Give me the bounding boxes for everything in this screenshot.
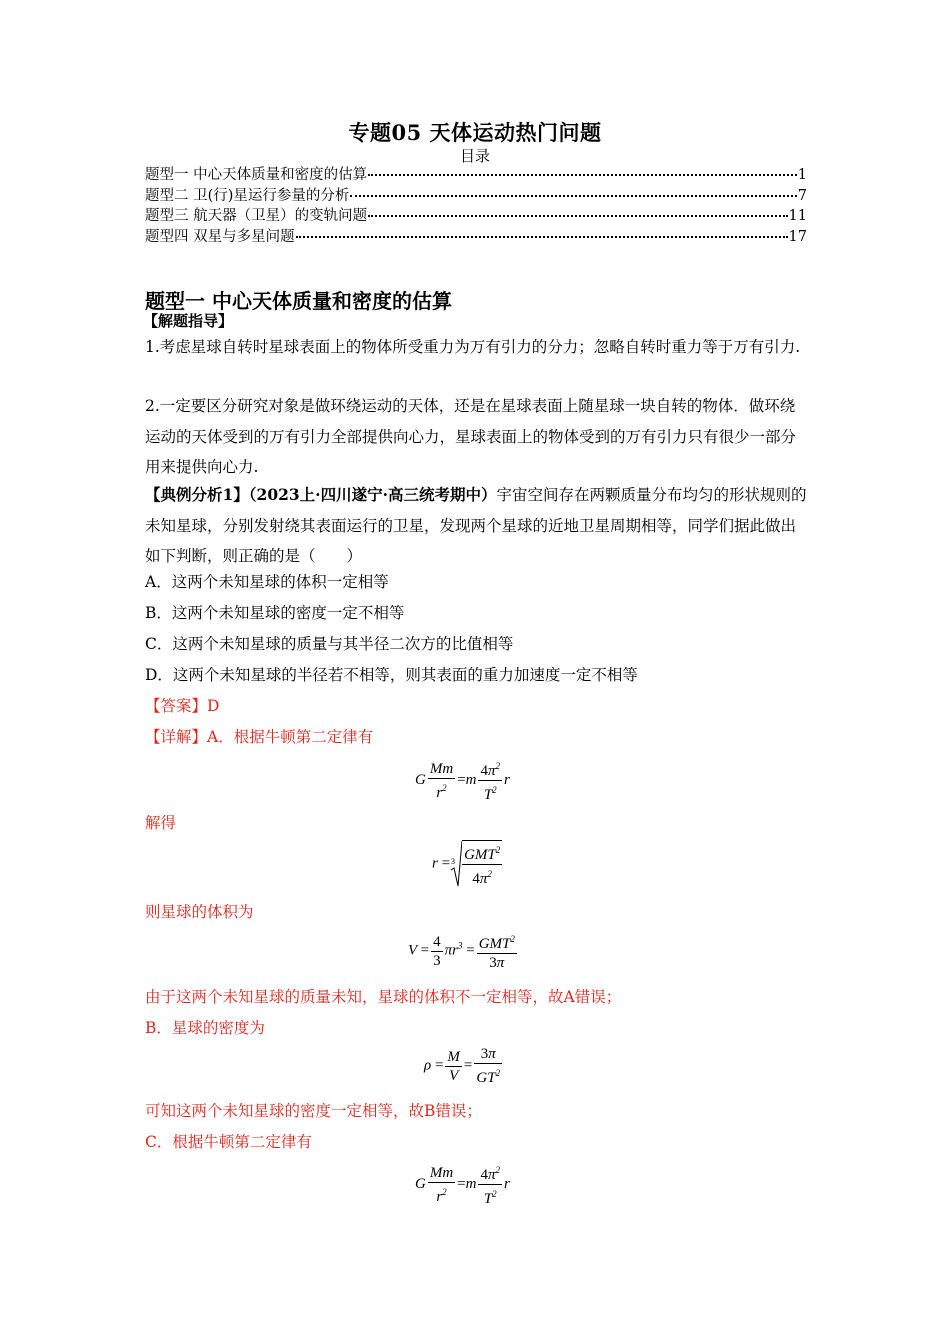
conclusion-b: 可知这两个未知星球的密度一定相等，故B错误；	[145, 1102, 482, 1120]
option-b: B．这两个未知星球的密度一定不相等	[145, 604, 405, 622]
toc-entry-label: 题型三 航天器（卫星）的变轨问题	[145, 208, 368, 224]
option-d: D．这两个未知星球的半径若不相等，则其表面的重力加速度一定不相等	[145, 666, 638, 684]
toc-leader	[368, 160, 797, 176]
toc-entry-label: 题型四 双星与多星问题	[145, 228, 295, 245]
example-label: 【典例分析1】	[145, 485, 249, 504]
example-text: 宇宙空间存在两颗质量分布均匀的形状规则的未知星球，分别发射绕其表面运行的卫星，发现两个星球的近地卫星周期相等，同学们据此做出如下判断，则正确的是（ ）	[145, 486, 807, 565]
toc-entry-page: 1	[797, 167, 807, 183]
toc-leader	[350, 181, 796, 197]
hint-label: 【解题指导】	[143, 312, 234, 330]
table-of-contents	[145, 163, 807, 245]
detail-line	[145, 725, 373, 747]
example-source: （2023上·四川遂宁·高三统考期中）	[248, 485, 497, 504]
document-title: 专题05 天体运动热门问题	[348, 120, 602, 145]
detail-c-text: C．根据牛顿第二定律有	[145, 1133, 312, 1151]
toc-leader	[368, 201, 787, 217]
toc-leader	[296, 222, 788, 238]
answer-label: 【答案】	[145, 697, 208, 715]
detail-label: 【详解】	[145, 728, 208, 746]
toc-heading: 目录	[459, 147, 490, 165]
conclusion-a: 由于这两个未知星球的质量未知，星球的体积不一定相等，故A错误；	[145, 988, 622, 1006]
option-a: A．这两个未知星球的体积一定相等	[145, 573, 389, 591]
solve-text: 解得	[145, 814, 177, 832]
toc-entry[interactable]	[145, 225, 807, 246]
option-c: C．这两个未知星球的质量与其半径二次方的比值相等	[145, 635, 514, 653]
detail-b-text: B．星球的密度为	[145, 1019, 265, 1037]
svg-text:3: 3	[451, 857, 456, 866]
formula-volume: V = $\frac{4}{3}$ $\pi r^3$ = $\frac{GMT^2}{3\pi}$	[408, 930, 519, 972]
radical-sign-icon	[450, 840, 462, 888]
formula-newton-law: G $\frac{Mm}{r^2}$ =m $\frac{4\pi^2}{T^2}$ r	[415, 757, 510, 804]
toc-entry-label: 题型二 卫(行)星运行参量的分析	[145, 187, 350, 204]
toc-entry-page: 11	[788, 208, 807, 224]
volume-text: 则星球的体积为	[145, 903, 254, 921]
formula-newton-law-c: G $\frac{Mm}{r^2}$ =m $\frac{4\pi^2}{T^2}$ r	[415, 1161, 510, 1208]
toc-entry-page: 17	[788, 228, 807, 245]
toc-entry-page: 7	[797, 187, 807, 204]
detail-a-text: A．根据牛顿第二定律有	[207, 728, 374, 746]
hint-paragraph-2: 2.一定要区分研究对象是做环绕运动的天体，还是在星球表面上随星球一块自转的物体．做环绕运动的天体受到的万有引力全部提供向心力，星球表面上的物体受到的万有引力只有很少一部分用来提供向心力.	[145, 397, 797, 476]
answer-line	[145, 694, 219, 716]
formula-radius: r = 3 $\frac{GMT^2}{4\pi^2}$	[432, 840, 504, 888]
answer-value: D	[207, 697, 220, 715]
example-paragraph	[145, 480, 810, 572]
hint-paragraph-1: 1.考虑星球自转时星球表面上的物体所受重力为万有引力的分力；忽略自转时重力等于万有引力.	[145, 338, 801, 356]
section-title: 题型一 中心天体质量和密度的估算	[145, 289, 452, 313]
formula-density: ρ = $\frac{M}{V}$ = $\frac{3\pi}{GT^2}$	[424, 1046, 501, 1086]
toc-entry-label: 题型一 中心天体质量和密度的估算	[145, 167, 368, 183]
